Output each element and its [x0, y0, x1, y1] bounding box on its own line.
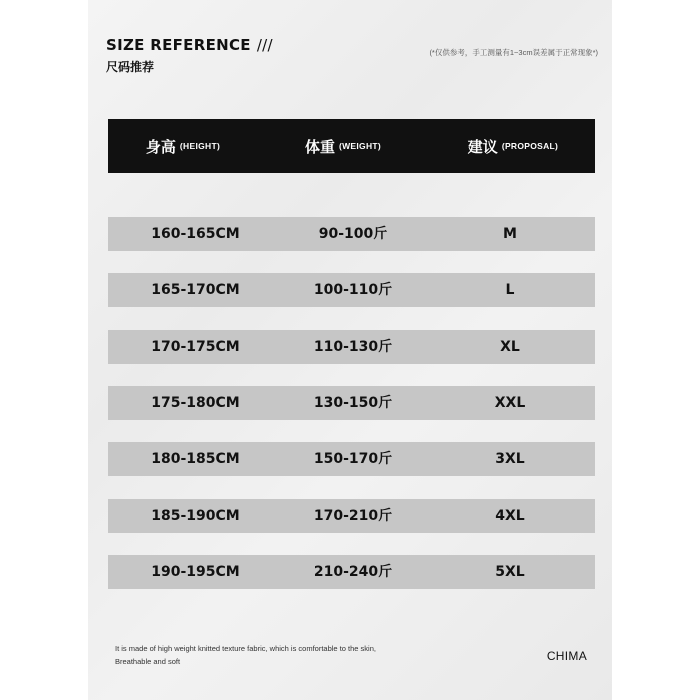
- title-english: SIZE REFERENCE: [106, 36, 251, 54]
- table-row: [108, 386, 595, 420]
- measurement-note: (*仅供参考，手工测量有1~3cm误差属于正常现象*): [429, 48, 598, 57]
- brand-name: CHIMA: [546, 649, 587, 663]
- cell-size: XL: [500, 339, 520, 355]
- cell-height: 190-195CM: [151, 564, 240, 580]
- cell-weight: 110-130斤: [313, 339, 393, 355]
- cell-weight: 170-210斤: [313, 508, 393, 524]
- cell-size: M: [503, 226, 517, 242]
- header-proposal: [433, 119, 593, 173]
- table-row: [108, 273, 595, 307]
- table-row: [108, 442, 595, 476]
- header-proposal-en: (PROPOSAL): [501, 141, 559, 151]
- cell-weight: 90-100斤: [318, 226, 388, 242]
- table-row: [108, 217, 595, 251]
- cell-size: 3XL: [495, 451, 525, 467]
- cell-height: 165-170CM: [151, 282, 240, 298]
- cell-height: 170-175CM: [151, 339, 240, 355]
- title-slashes: ///: [256, 36, 273, 54]
- cell-size: XXL: [494, 395, 526, 411]
- fabric-description-line-2: Breathable and soft: [115, 657, 181, 666]
- header-height-en: (HEIGHT): [179, 141, 221, 151]
- cell-weight: 100-110斤: [313, 282, 393, 298]
- fabric-description: [115, 642, 376, 668]
- cell-size: L: [505, 282, 515, 298]
- cell-height: 160-165CM: [151, 226, 240, 242]
- header-proposal-zh: 建议: [467, 137, 498, 156]
- cell-size: 4XL: [495, 508, 525, 524]
- cell-weight: 150-170斤: [313, 451, 393, 467]
- cell-height: 180-185CM: [151, 451, 240, 467]
- header-weight: [268, 119, 418, 173]
- table-row: [108, 330, 595, 364]
- size-chart-card: [88, 0, 612, 700]
- table-header: [108, 119, 595, 173]
- table-row: [108, 499, 595, 533]
- table-row: [108, 555, 595, 589]
- cell-weight: 130-150斤: [313, 395, 393, 411]
- header-height-zh: 身高: [145, 137, 176, 156]
- title-chinese: 尺码推荐: [106, 60, 155, 74]
- header-height: [108, 119, 258, 173]
- header-weight-en: (WEIGHT): [338, 141, 382, 151]
- cell-height: 175-180CM: [151, 395, 240, 411]
- header-weight-zh: 体重: [304, 137, 335, 156]
- page-title: [106, 36, 273, 54]
- cell-weight: 210-240斤: [313, 564, 393, 580]
- cell-height: 185-190CM: [151, 508, 240, 524]
- cell-size: 5XL: [495, 564, 525, 580]
- fabric-description-line-1: It is made of high weight knitted texture fabric, which is comfortable to the skin,: [115, 644, 376, 653]
